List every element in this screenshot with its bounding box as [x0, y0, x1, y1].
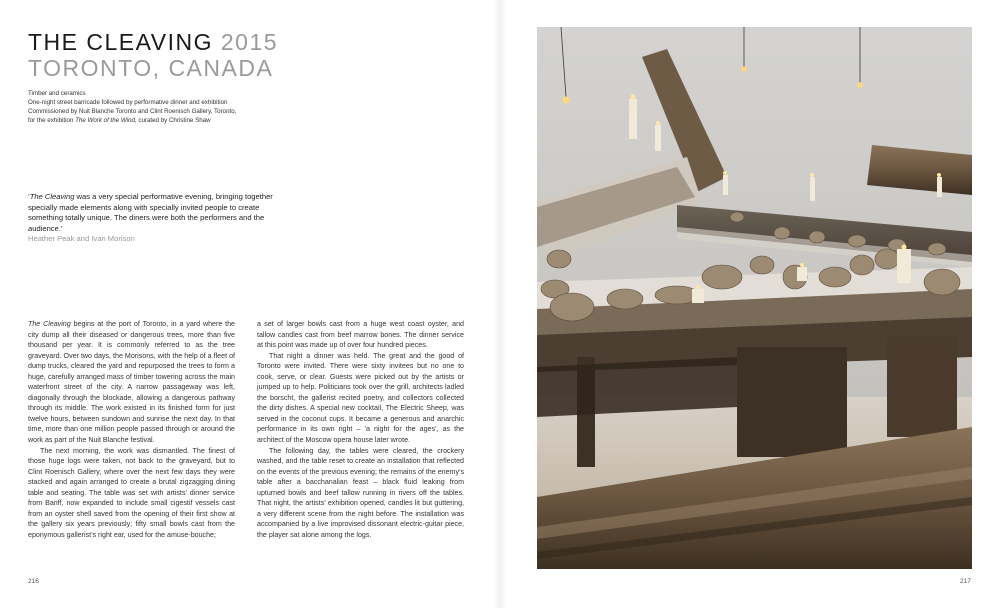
- meta-prefix: for the exhibition: [28, 117, 76, 124]
- quote-open: ‘: [28, 192, 30, 201]
- page-number-right: 217: [960, 578, 971, 585]
- paragraph: The next morning, the work was dismantled. The finest of those huge logs were taken, not back to the graveyard, but to Clint Roenisch Gallery, where over the next few days they were stacked and again arranged to create a brutal zigzagging dining table and seating. The table was set with artists’ dinner service from Banff, now expanded to include small cigestif vessels cast from an oyster shell saved from the opening of their first show at the gallery six years previously; fifty small bowls cast from the eponymous gallerist’s right ear, used for the amuse-bouche;: [28, 446, 235, 539]
- page-number-left: 216: [28, 578, 39, 585]
- pull-quote: [28, 192, 278, 245]
- page-gutter: [494, 0, 506, 608]
- title-year: 2015: [220, 29, 279, 55]
- meta-line: Timber and ceramics: [28, 90, 86, 97]
- meta-suffix: , curated by Christine Shaw: [134, 117, 211, 124]
- paragraph: [28, 319, 235, 446]
- body-column-right: [257, 319, 464, 540]
- meta-line-exhibition: [28, 116, 298, 125]
- meta-line: Commissioned by Nuit Blanche Toronto and Clint Roenisch Gallery, Toronto,: [28, 108, 237, 115]
- quote-attribution: Heather Peak and Ivan Morison: [28, 234, 135, 244]
- artwork-metadata: [28, 89, 298, 125]
- work-title-italic: The Cleaving: [28, 320, 71, 328]
- meta-line: One-night street barricade followed by performative dinner and exhibition: [28, 99, 228, 106]
- paragraph-text: begins at the port of Toronto, in a yard where the city dump all their diseased or dangerous trees, more than five thousand per year. It is commonly referred to as the tree graveyard. Over two days, the Morisons, with the help of a fleet of dump trucks, cleared the yard and repurposed the trees to form a huge, carefully arranged mass of timber towering across the main waterfront street of the city. A narrow passageway was left, diagonally through the blockade, allowing a dangerous pathway through its middle. The work existed in its finished form for just twelve hours, between sundown and sunrise the next day. In that time, more than one million people passed through or around the work as part of the Nuit Blanche festival.: [28, 320, 235, 445]
- body-column-left: [28, 319, 235, 540]
- quote-text: was a very special performative evening, bringing together specially made elements along with specially invited people to create something totally unique. The diners were both the performers and the audience.’: [28, 192, 273, 233]
- installation-photo: [537, 27, 972, 569]
- title-main: THE CLEAVING: [28, 29, 213, 55]
- paragraph: a set of larger bowls cast from a huge west coast oyster, and tallow candles cast from beef marrow bones. The dinner service at this point was made up of over four hundred pieces.: [257, 320, 464, 350]
- exhibition-title: The Work of the Wind: [75, 117, 135, 124]
- page-title: [28, 30, 278, 54]
- paragraph: That night a dinner was held. The great and the good of Toronto were invited. There were sixty invitees but no one to cook, serve, or clear. Guests were picked out by the artists or jumped up to help. Politicians took over the grill, architects ladled the borscht, the gallerist recited poetry, and collectors collected the dirty dishes. A special new cocktail, The Electric Sheep, was served in the coconut cups. It became a generous and anarchic performance in its own right – ‘a night for the ages’, as the architect of the Moscow opera house later wrote.: [257, 351, 464, 445]
- photo-illustration: [537, 27, 972, 569]
- title-location: TORONTO, CANADA: [28, 55, 274, 81]
- paragraph: The following day, the tables were cleared, the crockery washed, and the table reset to create an installation that reflected on the events of the previous evening; the remains of the enemy’s table after a bacchanalian feast – black fluid leaking from upturned bowls and beef tallow running in rivers off the tables. That night, the artists’ exhibition opened, candles lit but guttering, a very different scene from the night before. The installation was accompanied by a live improvised dissonant electric-guitar piece, the player sat alone among the logs.: [257, 446, 464, 539]
- quote-work-title: The Cleaving: [29, 192, 75, 201]
